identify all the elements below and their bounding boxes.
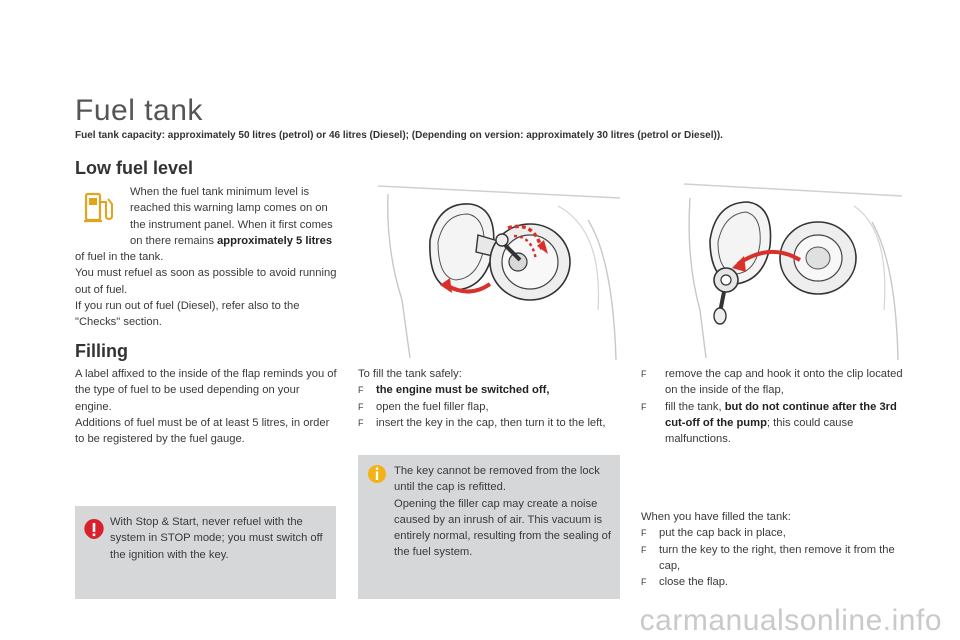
list-item: F the engine must be switched off, <box>358 384 550 397</box>
list-item: F open the fuel filler flap, <box>358 400 489 413</box>
after-fill-block <box>641 509 901 590</box>
continue-steps <box>641 366 909 447</box>
warning-icon <box>83 518 105 545</box>
filling-text: A label affixed to the inside of the flap reminds you of the type of fuel to be used depending on your engine. Additions of fuel must be of at least 5 litres, in order to be registered by the fuel gauge. <box>75 368 337 446</box>
safely-block <box>358 366 608 431</box>
list-item: F remove the cap and hook it onto the clip located on the inside of the flap, <box>641 368 903 397</box>
list-item: F fill the tank, but do not continue after the 3rd cut-off of the pump; this could cause malfunctions. <box>641 400 897 446</box>
safely-intro: To fill the tank safely: <box>358 368 462 380</box>
list-item: F put the cap back in place, <box>641 527 786 540</box>
info-note-text: The key cannot be removed from the lock until the cap is refitted. Opening the filler cap may create a noise caused by an inrush of air. This vacuum is entirely normal, resulting from the sealing of the fuel system. <box>394 465 612 559</box>
warning-note <box>75 506 336 599</box>
info-note <box>358 455 620 599</box>
info-icon <box>367 464 387 489</box>
list-item: F insert the key in the cap, then turn it to the left, <box>358 416 606 429</box>
fuel-cap-open-illustration <box>358 180 620 360</box>
list-item: F close the flap. <box>641 576 729 589</box>
watermark: carmanualsonline.info <box>639 604 942 637</box>
list-item: F turn the key to the right, then remove it from the cap, <box>641 543 895 572</box>
fuel-cap-hooked-illustration <box>640 180 902 360</box>
page-subtitle: Fuel tank capacity: approximately 50 litres (petrol) or 46 litres (Diesel); (Depending on version: approximately 30 litres (petrol or Diesel)). <box>75 130 723 141</box>
filling-heading: Filling <box>75 341 128 361</box>
warning-note-text: With Stop & Start, never refuel with the system in STOP mode; you must switch off the ignition with the key. <box>110 516 323 561</box>
after-fill-intro: When you have filled the tank: <box>641 511 791 523</box>
page-title: Fuel tank <box>75 94 203 127</box>
low-fuel-heading: Low fuel level <box>75 158 194 178</box>
low-fuel-text: When the fuel tank minimum level is reached this warning lamp comes on on the instrument panel. When it first comes on there remains approximately 5 litres of fuel in the tank. You must refuel as soon as possible to avoid running out of fuel. If you run out of fuel (Diesel), refer also to the "Checks" section. <box>75 186 337 329</box>
